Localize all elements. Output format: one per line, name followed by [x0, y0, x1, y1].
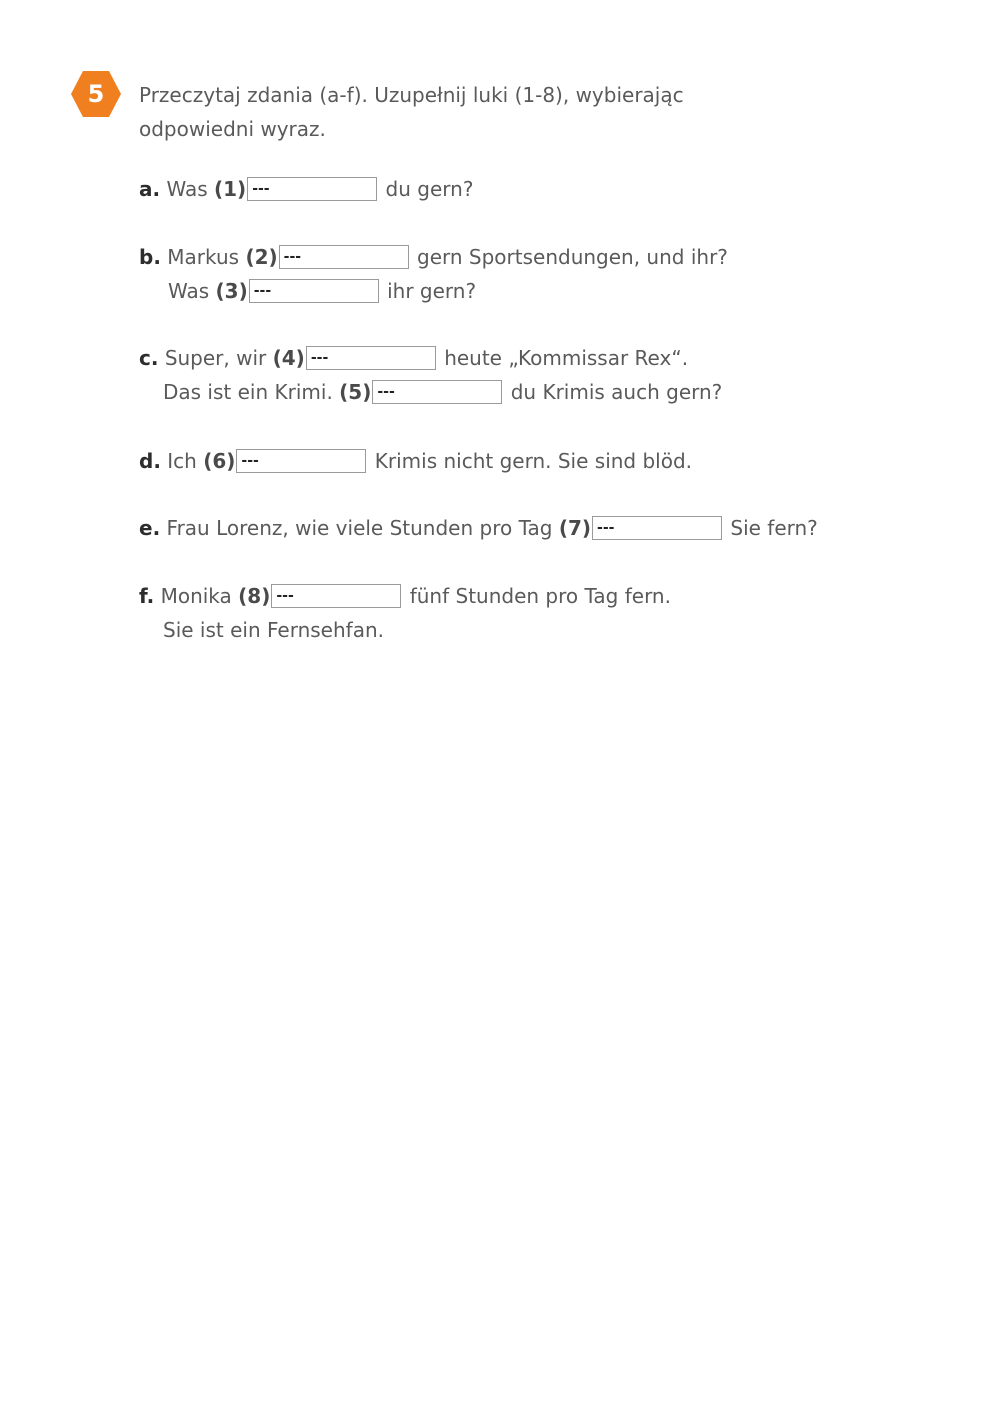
sentence-text: Markus	[167, 245, 240, 269]
gap-number-5: (5)	[339, 380, 372, 404]
gap-number-1: (1)	[213, 177, 247, 201]
gap-number-6: (6)	[203, 449, 236, 473]
sentence-text: Sie ist ein Fernsehfan.	[163, 618, 384, 642]
sentence-text: Super, wir	[164, 346, 267, 370]
sentence-text: Sie fern?	[730, 516, 818, 540]
sentence-c-line-2	[163, 375, 722, 409]
exercise-number: 5	[87, 80, 105, 108]
gap-number-4: (4)	[272, 346, 305, 370]
item-letter-e: e.	[139, 516, 161, 540]
sentence-text: fünf Stunden pro Tag fern.	[409, 584, 671, 608]
sentence-e-line-1	[139, 511, 818, 545]
item-letter-f: f.	[139, 584, 155, 608]
sentence-text: Das ist ein Krimi.	[163, 380, 333, 404]
sentence-text: heute „Kommissar Rex“.	[444, 346, 689, 370]
sentence-text: Krimis nicht gern. Sie sind blöd.	[374, 449, 693, 473]
item-letter-c: c.	[139, 346, 159, 370]
gap-number-7: (7)	[558, 516, 592, 540]
item-letter-a: a.	[139, 177, 161, 201]
gap-select-4[interactable]: ---	[306, 346, 436, 370]
sentence-b-line-2	[168, 274, 476, 308]
sentence-b-line-1	[139, 240, 728, 274]
gap-select-1[interactable]: ---	[247, 177, 377, 201]
gap-number-8: (8)	[238, 584, 271, 608]
sentence-text: Was	[168, 279, 210, 303]
sentence-text: Ich	[167, 449, 197, 473]
sentence-text: gern Sportsendungen, und ihr?	[417, 245, 728, 269]
item-letter-b: b.	[139, 245, 161, 269]
sentence-a-line-1	[139, 172, 473, 206]
sentence-text: ihr gern?	[387, 279, 477, 303]
exercise-instruction: Przeczytaj zdania (a-f). Uzupełnij luki (1-8), wybierając odpowiedni wyraz.	[139, 83, 684, 141]
sentence-text: du Krimis auch gern?	[510, 380, 723, 404]
gap-select-6[interactable]: ---	[236, 449, 366, 473]
gap-number-2: (2)	[245, 245, 278, 269]
gap-select-2[interactable]: ---	[279, 245, 409, 269]
gap-select-7[interactable]: ---	[592, 516, 722, 540]
exercise-number-badge	[70, 70, 122, 118]
sentence-f-line-2	[163, 613, 384, 647]
sentence-text: Monika	[160, 584, 232, 608]
item-letter-d: d.	[139, 449, 161, 473]
gap-select-8[interactable]: ---	[271, 584, 401, 608]
sentence-text: Was	[166, 177, 208, 201]
gap-select-3[interactable]: ---	[249, 279, 379, 303]
sentence-text: Frau Lorenz, wie viele Stunden pro Tag	[166, 516, 553, 540]
sentence-c-line-1	[139, 341, 688, 375]
gap-number-3: (3)	[215, 279, 248, 303]
gap-select-5[interactable]: ---	[372, 380, 502, 404]
sentence-f-line-1	[139, 579, 671, 613]
sentence-d-line-1	[139, 444, 692, 478]
sentence-text: du gern?	[385, 177, 474, 201]
